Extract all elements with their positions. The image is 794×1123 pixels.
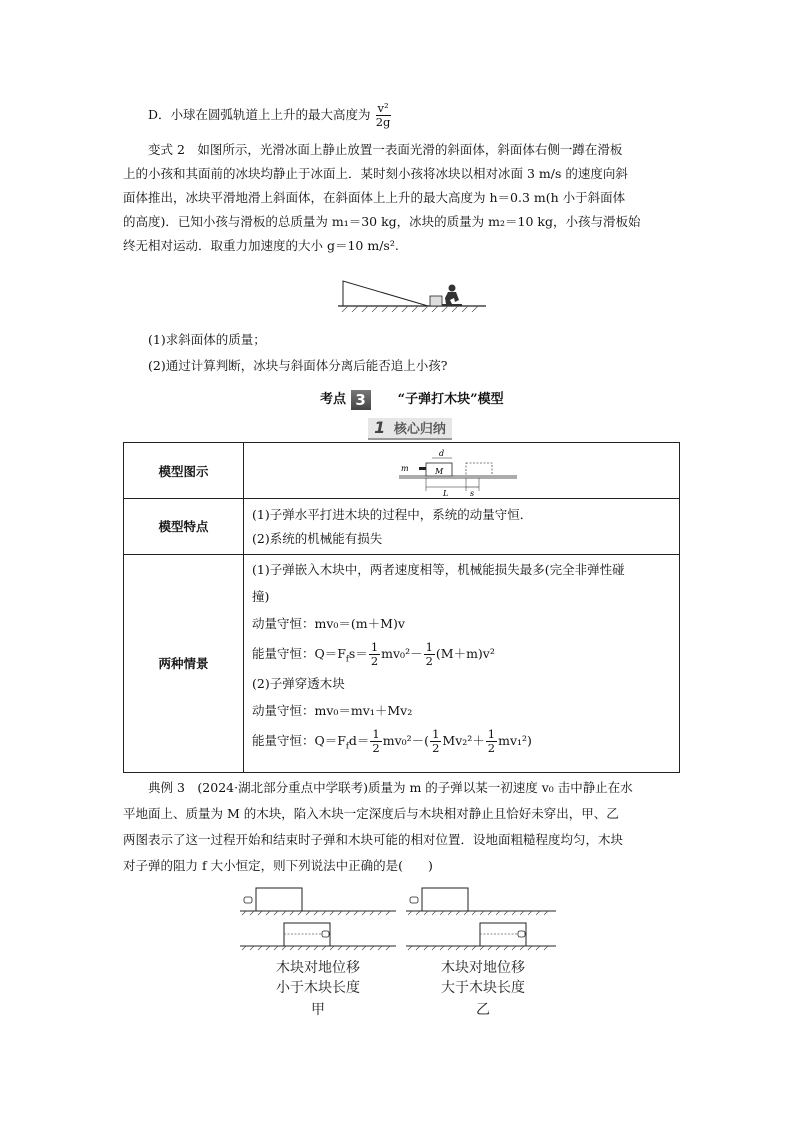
section-number-badge: 3 <box>351 390 371 410</box>
bullet-end <box>322 931 329 937</box>
fraction-half: $\frac{1}{2}$ <box>372 727 380 755</box>
row3-line5: (2)子弹穿透木块 <box>252 676 345 691</box>
bullet-mark <box>419 467 426 470</box>
label-s: s <box>470 489 475 497</box>
subtitle-number: 1 <box>374 418 386 437</box>
section-title: “子弹打木块”模型 <box>397 392 504 407</box>
variant2-line1: 变式 2 如图所示，光滑冰面上静止放置一表面光滑的斜面体，斜面体右侧一蹲在滑板 <box>148 142 623 157</box>
figure-yi-caption-2: 大于木块长度 <box>441 980 525 996</box>
bullet-start <box>244 897 252 903</box>
row1-label: 模型图示 <box>124 443 244 498</box>
figure-yi-caption-1: 木块对地位移 <box>441 960 525 976</box>
model-diagram <box>399 447 519 497</box>
figure-jia-label: 甲 <box>311 1002 325 1018</box>
row3-line1: (1)子弹嵌入木块中，两者速度相等，机械能损失最多(完全非弹性碰 <box>252 562 625 577</box>
figure-yi-label: 乙 <box>476 1002 490 1018</box>
child-figure <box>442 285 462 307</box>
variant2-line2: 上的小孩和其面前的冰块均静止于冰面上．某时刻小孩将冰块以相对冰面 3 m/s 的速度向斜 <box>123 166 628 181</box>
subtitle-banner <box>368 418 452 440</box>
section-prefix: 考点 <box>320 392 347 407</box>
fraction-half: $\frac{1}{2}$ <box>432 727 440 755</box>
row3-line7: 能量守恒：$Q=F_fd=$ $\frac{1}{2}$ mv₀²－( $\frac{1}{2}$ Mv₂²＋ $\frac{1}{2}$ mv₁²) <box>252 727 532 755</box>
block-start <box>422 888 468 911</box>
figure-yi <box>404 885 564 955</box>
incline-wedge <box>343 281 428 306</box>
row3-line6: 动量守恒：mv₀＝mv₁＋Mv₂ <box>252 703 413 718</box>
example3-line1: 典例 3 (2024·湖北部分重点中学联考)质量为 m 的子弹以某一初速度 v₀ 击中静止在水 <box>148 780 633 795</box>
fraction-half: $\frac{1}{2}$ <box>425 640 433 668</box>
fraction-half: $\frac{1}{2}$ <box>370 640 379 668</box>
fraction-denominator: 2g <box>375 115 391 129</box>
variant2-q2: (2)通过计算判断，冰块与斜面体分离后能否追上小孩? <box>148 358 448 373</box>
variant2-line3: 面体推出，冰块平滑地滑上斜面体，在斜面体上上升的最大高度为 h＝0.3 m(h 小于斜面体 <box>123 190 626 205</box>
label-L: L <box>443 489 449 497</box>
row3-content <box>252 556 672 757</box>
ice-block <box>430 296 442 306</box>
figure-jia <box>238 885 398 955</box>
option-d-fraction <box>376 102 391 129</box>
variant2-q1: (1)求斜面体的质量； <box>148 332 266 347</box>
option-d <box>148 102 708 129</box>
row3-label: 两种情景 <box>124 554 244 772</box>
row2-content <box>252 503 672 551</box>
label-m: m <box>401 464 409 473</box>
block-start <box>256 888 302 911</box>
example3-line3: 两图表示了这一过程开始和结束时子弹和木块可能的相对位置．设地面粗糙程度均匀，木块 <box>123 832 624 847</box>
row3-line3: 动量守恒：mv₀＝(m＋M)v <box>252 616 405 631</box>
example3-line2: 平地面上、质量为 M 的木块，陷入木块一定深度后与木块相对静止且恰好未穿出，甲、乙 <box>123 806 619 821</box>
figure-jia-caption-1: 木块对地位移 <box>276 960 360 976</box>
variant2-line5: 终无相对运动．取重力加速度的大小 g＝10 m/s². <box>123 238 399 253</box>
block-final <box>466 463 492 476</box>
row3-line4: 能量守恒：$Q=F_fs=$ $\frac{1}{2}$ mv₀²－ $\frac{1}{2}$ (M＋m)v² <box>252 640 495 668</box>
bullet-end <box>518 931 525 937</box>
example3-line4: 对子弹的阻力 f 大小恒定，则下列说法中正确的是( ) <box>123 858 433 873</box>
option-d-text: D．小球在圆弧轨道上上升的最大高度为 <box>148 107 371 122</box>
section-header <box>320 388 504 410</box>
label-d: d <box>439 449 445 458</box>
row3-line2: 撞) <box>252 589 270 604</box>
label-M: M <box>435 467 444 476</box>
fraction-half: $\frac{1}{2}$ <box>487 727 496 755</box>
fraction-numerator: v² <box>377 101 389 115</box>
incline-figure <box>338 276 488 316</box>
row2-line1: (1)子弹水平打进木块的过程中，系统的动量守恒． <box>252 507 533 522</box>
bullet-start <box>410 897 418 903</box>
figure-jia-caption-2: 小于木块长度 <box>276 980 360 996</box>
row2-label: 模型特点 <box>124 498 244 554</box>
model-table <box>123 442 680 773</box>
variant2-line4: 的高度)．已知小孩与滑板的总质量为 m₁＝30 kg，冰块的质量为 m₂＝10 kg，小孩与滑板始 <box>123 214 641 229</box>
subtitle-text: 核心归纳 <box>393 422 446 437</box>
row2-line2: (2)系统的机械能有损失 <box>252 531 383 546</box>
ice-hatch <box>342 306 478 312</box>
